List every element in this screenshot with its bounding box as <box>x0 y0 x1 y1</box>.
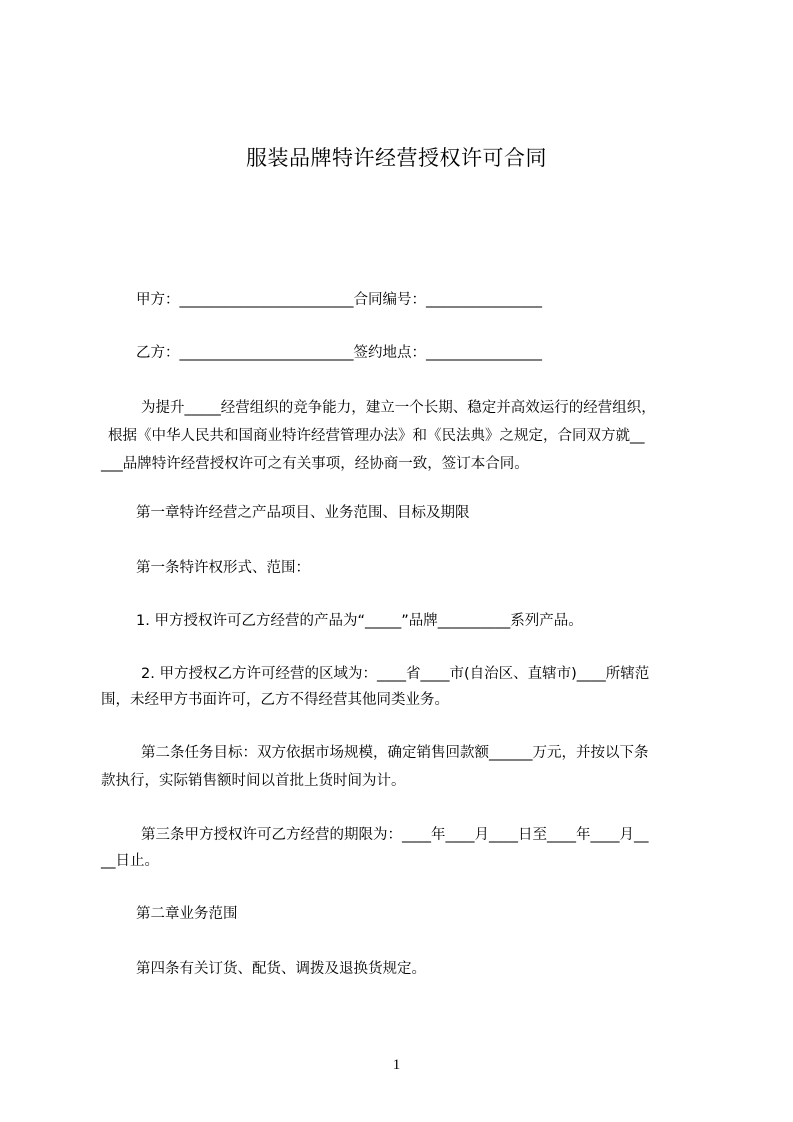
chapter-2-heading: 第二章业务范围 <box>136 906 238 922</box>
article-3-line: __日止。 <box>101 853 159 869</box>
party-a-line: 甲方：________________________合同编号：________________ <box>136 292 542 308</box>
preamble-line: ___品牌特许经营授权许可之有关事项，经协商一致，签订本合同。 <box>101 456 529 472</box>
preamble-line: 为提升_____经营组织的竞争能力，建立一个长期、稳定并高效运行的经营组织， <box>141 400 656 416</box>
page-number: 1 <box>392 1057 401 1073</box>
article-1-item-2-line: 围，未经甲方书面许可，乙方不得经营其他同类业务。 <box>101 692 449 708</box>
article-1-item-1: 1. 甲方授权许可乙方经营的产品为“_____”品牌__________系列产品。 <box>136 613 583 629</box>
contract-title: 服装品牌特许经营授权许可合同 <box>246 146 547 170</box>
article-1-heading: 第一条特许权形式、范围： <box>136 560 310 576</box>
preamble-line: 根据《中华人民共和国商业特许经营管理办法》和《民法典》之规定，合同双方就__ <box>108 428 645 444</box>
article-2-line: 第二条任务目标：双方依据市场规模，确定销售回款额______万元，并按以下条 <box>141 745 649 761</box>
chapter-1-heading: 第一章特许经营之产品项目、业务范围、目标及期限 <box>136 505 470 521</box>
article-1-item-2-line: 2. 甲方授权乙方许可经营的区域为：____省____市(自治区、直辖市)____所辖范 <box>141 666 650 682</box>
article-2-line: 款执行，实际销售额时间以首批上货时间为计。 <box>101 773 406 789</box>
article-4-heading: 第四条有关订货、配货、调拨及退换货规定。 <box>136 961 426 977</box>
party-b-line: 乙方：________________________签约地点：________________ <box>136 345 542 361</box>
article-3-line: 第三条甲方授权许可乙方经营的期限为：____年____月____日至____年____月__ <box>141 827 649 843</box>
